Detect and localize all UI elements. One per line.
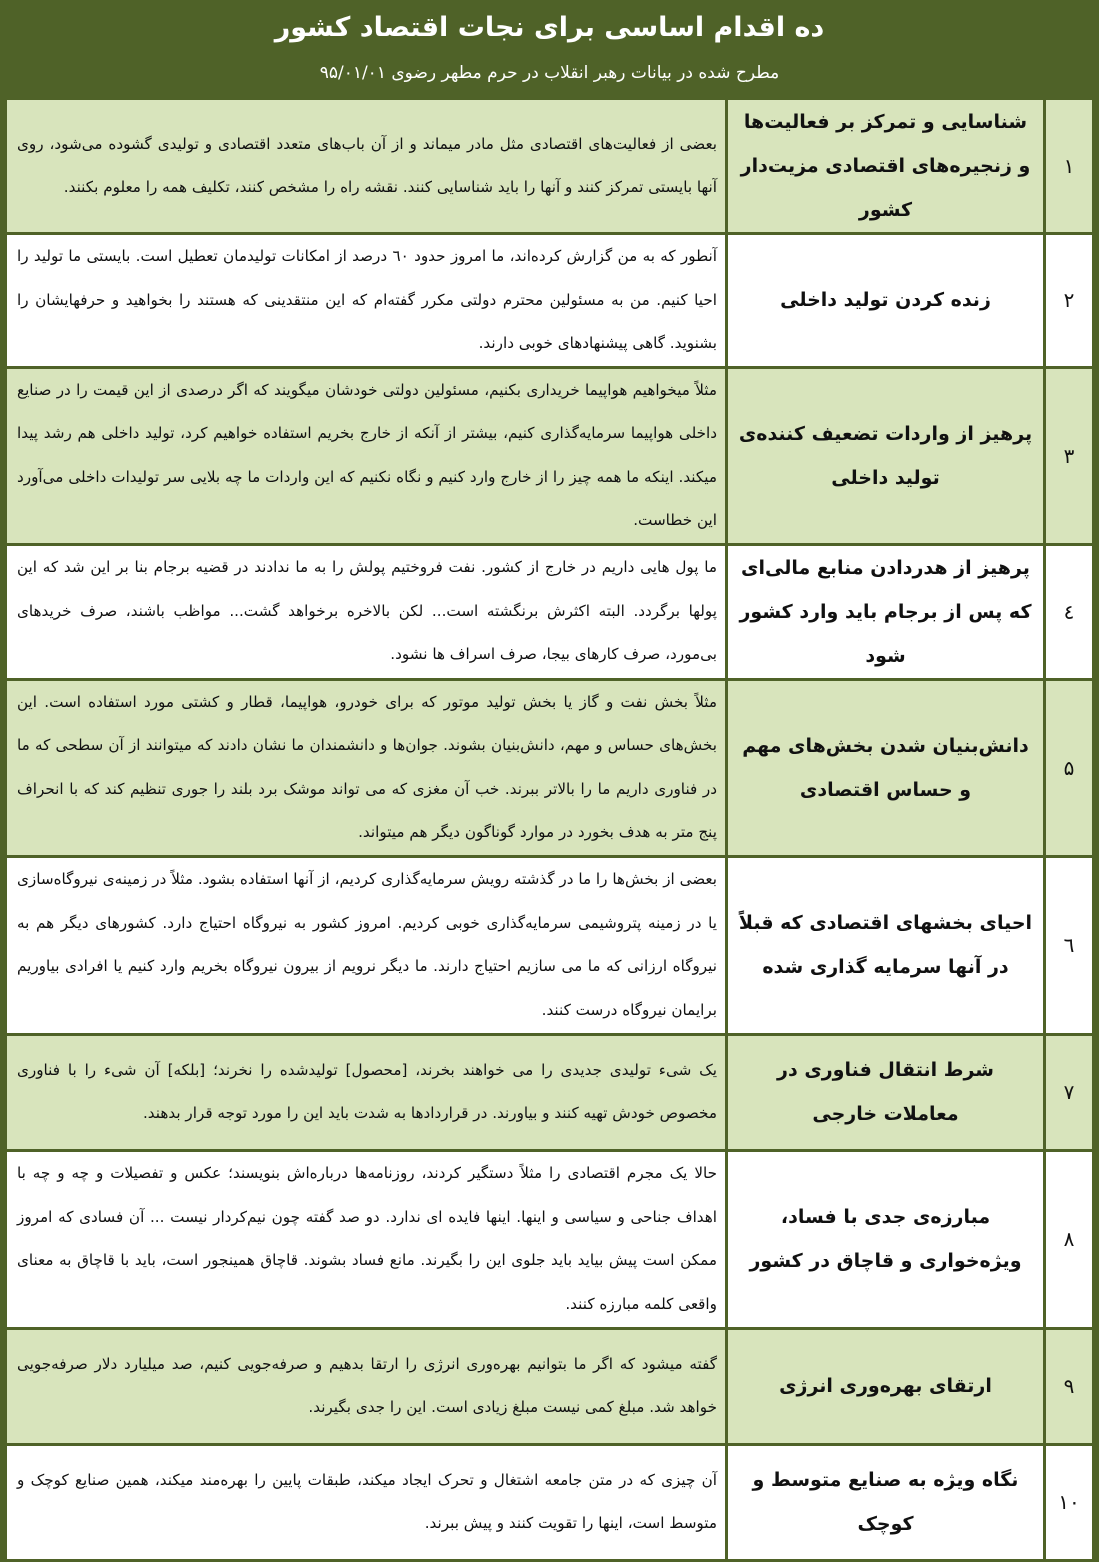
row-topic: دانش‌بنیان شدن بخش‌های مهم و حساس اقتصادی: [727, 679, 1045, 856]
row-description: یک شیء تولیدی جدیدی را می خواهند بخرند، [محصول] تولیدشده را نخرند؛ [بلکه] آن شیء را با فناوری مخصوص خودش تهیه کنند و بیاورند. در قراردادها به شدت باید این را مورد توجه قرار بدهند.: [6, 1034, 727, 1150]
table-row: [6, 1444, 1094, 1560]
row-description: مثلاً میخواهیم هواپیما خریداری بکنیم، مسئولین دولتی خودشان میگویند که اگر درصدی از این قیمت را در صنایع داخلی هواپیما سرمایه‌گذاری کنیم، بیشتر از آنکه از خارج بخریم استفاده خواهیم کرد، تولید داخلی هم رشد پیدا میکند. اینکه ما همه چیز را از خارج وارد کنیم و نگاه نکنیم که این واردات ما چه بلایی سر تولیدات داخلی می‌آورد این خطاست.: [6, 367, 727, 544]
table-row: [6, 1150, 1094, 1328]
table-row: [6, 99, 1094, 234]
row-number: ۹: [1045, 1328, 1094, 1444]
row-description: بعضی از فعالیت‌های اقتصادی مثل مادر میماند و از آن باب‌های متعدد اقتصادی و تولیدی گشوده می‌شود، روی آنها بایستی تمرکز کنند و آنها را باید شناسایی کنند. نقشه راه را مشخص کنند، تکلیف همه را معلوم بکنند.: [6, 99, 727, 234]
row-description: ما پول هایی داریم در خارج از کشور. نفت فروختیم پولش را به ما ندادند در قضیه برجام بنا بر این شد که این پولها برگردد. البته اکثرش برنگشته است... لکن بالاخره برخواهد گشت... مواظب باشند، صرف خریدهای بی‌مورد، صرف کارهای بیجا، صرف اسراف ها نشود.: [6, 544, 727, 679]
row-topic: شرط انتقال فناوری در معاملات خارجی: [727, 1034, 1045, 1150]
page-subtitle: مطرح شده در بیانات رهبر انقلاب در حرم مطهر رضوی ۹۵/۰۱/۰۱: [319, 63, 780, 83]
table-row: [6, 1034, 1094, 1150]
row-number: ٤: [1045, 544, 1094, 679]
row-topic: مبارزه‌ی جدی با فساد، ویژه‌خواری و قاچاق در کشور: [727, 1150, 1045, 1328]
row-number: ۵: [1045, 679, 1094, 856]
row-topic: نگاه ویژه به صنایع متوسط و کوچک: [727, 1444, 1045, 1560]
page-title: ده اقدام اساسی برای نجات اقتصاد کشور: [274, 12, 825, 43]
table-row: [6, 1328, 1094, 1444]
row-topic: شناسایی و تمرکز بر فعالیت‌ها و زنجیره‌های اقتصادی مزیت‌دار کشور: [727, 99, 1045, 234]
row-number: ۷: [1045, 1034, 1094, 1150]
row-topic: ارتقای بهره‌وری انرژی: [727, 1328, 1045, 1444]
row-number: ۲: [1045, 234, 1094, 368]
row-number: ۱: [1045, 99, 1094, 234]
row-topic: پرهیز از هدردادن منابع مالی‌ای که پس از برجام باید وارد کشور شود: [727, 544, 1045, 679]
row-description: بعضی از بخش‌ها را ما در گذشته رویش سرمایه‌گذاری کردیم، از آنها استفاده بشود. مثلاً در زمینه‌ی نیروگاه‌سازی یا در زمینه پتروشیمی سرمایه‌گذاری خوبی کردیم. امروز کشور به نیروگاه احتیاج دارد. کشورهای دیگر هم به نیروگاه ارزانی که ما می سازیم احتیاج دارند. ما دیگر نرویم از بیرون نیروگاه بخریم وارد کنیم یا افرادی بیاوریم برایمان نیروگاه درست کنند.: [6, 856, 727, 1034]
row-description: گفته میشود که اگر ما بتوانیم بهره‌وری انرژی را ارتقا بدهیم و صرفه‌جویی کنیم، صد میلیارد دلار صرفه‌جویی خواهد شد. مبلغ کمی نیست مبلغ زیادی است. این را جدی بگیرند.: [6, 1328, 727, 1444]
row-number: ۸: [1045, 1150, 1094, 1328]
row-topic: پرهیز از واردات تضعیف کننده‌ی تولید داخلی: [727, 367, 1045, 544]
row-number: ۱۰: [1045, 1444, 1094, 1560]
header: [0, 0, 1099, 97]
row-topic: احیای بخشهای اقتصادی که قبلاً در آنها سرمایه گذاری شده: [727, 856, 1045, 1034]
table-row: [6, 234, 1094, 368]
table-row: [6, 679, 1094, 856]
table-row: [6, 544, 1094, 679]
row-description: آنطور که به من گزارش کرده‌اند، ما امروز حدود ٦٠ درصد از امکانات تولیدمان تعطیل است. بایستی ما تولید را احیا کنیم. من به مسئولین محترم دولتی مکرر گفته‌ام که این منتقدینی که هستند را بخواهید و حرفهایشان را بشنوید. گاهی پیشنهادهای خوبی دارند.: [6, 234, 727, 368]
table-row: [6, 856, 1094, 1034]
table-row: [6, 367, 1094, 544]
row-description: حالا یک مجرم اقتصادی را مثلاً دستگیر کردند، روزنامه‌ها درباره‌اش بنویسند؛ عکس و تفصیلات و چه و چه با اهداف جناحی و سیاسی و اینها. اینها فایده ای ندارد. دو صد گفته چون نیم‌کردار نیست ... آن فسادی که امروز ممکن است پیش بیاید باید جلوی این را بگیرند. مانع فساد بشوند. قاچاق همینجور است، باید با قاچاق به معنای واقعی کلمه مبارزه کنند.: [6, 1150, 727, 1328]
row-number: ٦: [1045, 856, 1094, 1034]
row-description: آن چیزی که در متن جامعه اشتغال و تحرک ایجاد میکند، طبقات پایین را بهره‌مند میکند، همین صنایع کوچک و متوسط است، اینها را تقویت کنند و پیش ببرند.: [6, 1444, 727, 1560]
row-description: مثلاً بخش نفت و گاز یا بخش تولید موتور که برای خودرو، هواپیما، قطار و کشتی مورد استفاده است. این بخش‌های حساس و مهم، دانش‌بنیان بشوند. جوان‌ها و دانشمندان ما نشان دادند که میتوانند از آن سطحی که ما در فناوری داریم ما را بالاتر ببرند. خب آن مغزی که می تواند موشک برد بلند را جوری تنظیم کند که با انحراف پنج متر به هدف بخورد در موارد گوناگون دیگر هم میتواند.: [6, 679, 727, 856]
row-topic: زنده کردن تولید داخلی: [727, 234, 1045, 368]
measures-table: [4, 97, 1095, 1562]
row-number: ۳: [1045, 367, 1094, 544]
